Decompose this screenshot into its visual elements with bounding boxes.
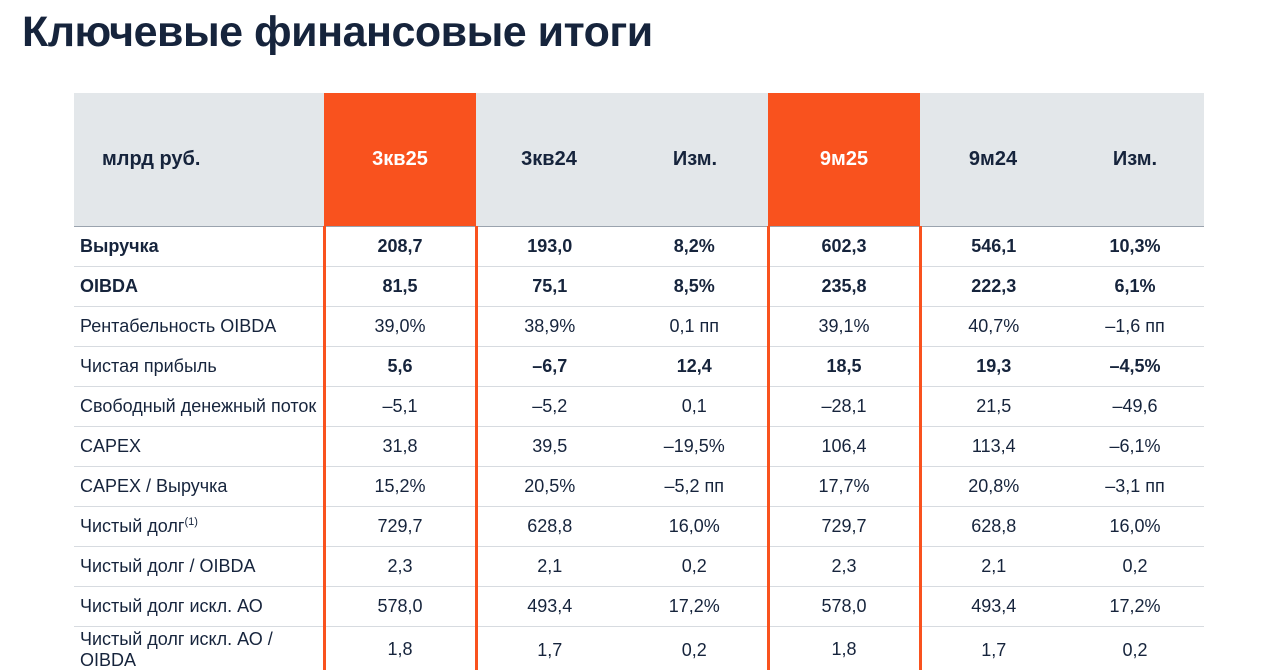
table-row <box>74 546 1204 586</box>
cell-net-debt-oibda-change-q: 0,2 <box>622 546 768 586</box>
cell-capex-revenue-3kv25: 15,2% <box>324 466 476 506</box>
cell-net-debt-oibda-9m24: 2,1 <box>920 546 1066 586</box>
row-label-oibda: OIBDA <box>74 266 324 306</box>
row-label-capex-revenue: CAPEX / Выручка <box>74 466 324 506</box>
cell-oibda-margin-3kv24: 38,9% <box>476 306 622 346</box>
cell-net-profit-3kv24: –6,7 <box>476 346 622 386</box>
cell-net-debt-excl-ao-3kv25: 578,0 <box>324 586 476 626</box>
footnote-marker: (1) <box>184 515 198 528</box>
table-row <box>74 426 1204 466</box>
column-header-3kv25: 3кв25 <box>324 93 476 226</box>
cell-net-debt-excl-ao-9m25: 578,0 <box>768 586 920 626</box>
table-row <box>74 386 1204 426</box>
cell-net-debt-3kv25: 729,7 <box>324 506 476 546</box>
table-body <box>74 226 1204 670</box>
cell-net-debt-excl-ao-oibda-change-q: 0,2 <box>622 626 768 670</box>
row-label-net-debt-excl-ao-oibda-text: Чистый долг искл. АО / OIBDA <box>80 629 273 670</box>
cell-net-debt-oibda-change-9m: 0,2 <box>1066 546 1204 586</box>
cell-fcf-9m25: –28,1 <box>768 386 920 426</box>
cell-oibda-3kv24: 75,1 <box>476 266 622 306</box>
cell-fcf-change-9m: –49,6 <box>1066 386 1204 426</box>
row-label-revenue: Выручка <box>74 226 324 266</box>
table-row <box>74 506 1204 546</box>
cell-capex-change-9m: –6,1% <box>1066 426 1204 466</box>
cell-oibda-margin-9m25: 39,1% <box>768 306 920 346</box>
cell-net-debt-oibda-3kv25: 2,3 <box>324 546 476 586</box>
cell-oibda-margin-change-9m: –1,6 пп <box>1066 306 1204 346</box>
table-row <box>74 226 1204 266</box>
cell-revenue-9m25: 602,3 <box>768 226 920 266</box>
financial-table-container <box>74 93 1204 670</box>
table-header <box>74 93 1204 226</box>
table-row <box>74 626 1204 670</box>
row-label-net-debt-text: Чистый долг <box>80 515 185 536</box>
cell-net-debt-change-q: 16,0% <box>622 506 768 546</box>
cell-net-debt-excl-ao-3kv24: 493,4 <box>476 586 622 626</box>
column-header-9m24: 9м24 <box>920 93 1066 226</box>
table-row <box>74 586 1204 626</box>
cell-fcf-3kv25: –5,1 <box>324 386 476 426</box>
cell-oibda-change-q: 8,5% <box>622 266 768 306</box>
cell-net-debt-excl-ao-oibda-change-9m: 0,2 <box>1066 626 1204 670</box>
cell-net-profit-9m25: 18,5 <box>768 346 920 386</box>
table-corner-label: млрд руб. <box>74 93 324 226</box>
cell-net-debt-9m24: 628,8 <box>920 506 1066 546</box>
cell-revenue-9m24: 546,1 <box>920 226 1066 266</box>
cell-net-profit-change-9m: –4,5% <box>1066 346 1204 386</box>
cell-capex-change-q: –19,5% <box>622 426 768 466</box>
column-header-3kv24: 3кв24 <box>476 93 622 226</box>
row-label-net-profit: Чистая прибыль <box>74 346 324 386</box>
cell-net-debt-excl-ao-oibda-9m25: 1,8 <box>768 626 920 670</box>
cell-oibda-change-9m: 6,1% <box>1066 266 1204 306</box>
cell-net-debt-oibda-9m25: 2,3 <box>768 546 920 586</box>
financial-results-table <box>74 93 1204 670</box>
cell-oibda-3kv25: 81,5 <box>324 266 476 306</box>
cell-capex-revenue-9m24: 20,8% <box>920 466 1066 506</box>
column-header-9m25: 9м25 <box>768 93 920 226</box>
cell-capex-revenue-change-q: –5,2 пп <box>622 466 768 506</box>
table-row <box>74 346 1204 386</box>
cell-oibda-margin-change-q: 0,1 пп <box>622 306 768 346</box>
cell-revenue-3kv25: 208,7 <box>324 226 476 266</box>
cell-net-debt-3kv24: 628,8 <box>476 506 622 546</box>
cell-fcf-3kv24: –5,2 <box>476 386 622 426</box>
row-label-net-debt-excl-ao-oibda <box>74 626 324 670</box>
cell-revenue-change-9m: 10,3% <box>1066 226 1204 266</box>
cell-net-debt-9m25: 729,7 <box>768 506 920 546</box>
cell-net-profit-3kv25: 5,6 <box>324 346 476 386</box>
row-label-oibda-margin: Рентабельность OIBDA <box>74 306 324 346</box>
cell-oibda-margin-9m24: 40,7% <box>920 306 1066 346</box>
row-label-net-debt-oibda: Чистый долг / OIBDA <box>74 546 324 586</box>
header-row <box>74 93 1204 226</box>
cell-capex-9m25: 106,4 <box>768 426 920 466</box>
column-header-change-q: Изм. <box>622 93 768 226</box>
page-title: Ключевые финансовые итоги <box>22 8 653 56</box>
row-label-net-debt-excl-ao: Чистый долг искл. АО <box>74 586 324 626</box>
cell-capex-3kv24: 39,5 <box>476 426 622 466</box>
table-row <box>74 306 1204 346</box>
cell-fcf-9m24: 21,5 <box>920 386 1066 426</box>
cell-net-debt-excl-ao-change-q: 17,2% <box>622 586 768 626</box>
cell-net-debt-excl-ao-oibda-3kv24: 1,7 <box>476 626 622 670</box>
table-row <box>74 466 1204 506</box>
table-row <box>74 266 1204 306</box>
cell-capex-revenue-9m25: 17,7% <box>768 466 920 506</box>
cell-oibda-9m24: 222,3 <box>920 266 1066 306</box>
cell-capex-3kv25: 31,8 <box>324 426 476 466</box>
cell-oibda-9m25: 235,8 <box>768 266 920 306</box>
row-label-free-cash-flow: Свободный денежный поток <box>74 386 324 426</box>
cell-capex-9m24: 113,4 <box>920 426 1066 466</box>
cell-net-profit-change-q: 12,4 <box>622 346 768 386</box>
row-label-capex: CAPEX <box>74 426 324 466</box>
cell-revenue-3kv24: 193,0 <box>476 226 622 266</box>
cell-net-debt-excl-ao-oibda-3kv25: 1,8 <box>324 626 476 670</box>
cell-capex-revenue-change-9m: –3,1 пп <box>1066 466 1204 506</box>
cell-net-debt-oibda-3kv24: 2,1 <box>476 546 622 586</box>
cell-net-debt-change-9m: 16,0% <box>1066 506 1204 546</box>
cell-net-debt-excl-ao-9m24: 493,4 <box>920 586 1066 626</box>
cell-oibda-margin-3kv25: 39,0% <box>324 306 476 346</box>
cell-revenue-change-q: 8,2% <box>622 226 768 266</box>
cell-fcf-change-q: 0,1 <box>622 386 768 426</box>
cell-net-debt-excl-ao-oibda-9m24: 1,7 <box>920 626 1066 670</box>
cell-capex-revenue-3kv24: 20,5% <box>476 466 622 506</box>
column-header-change-9m: Изм. <box>1066 93 1204 226</box>
cell-net-debt-excl-ao-change-9m: 17,2% <box>1066 586 1204 626</box>
row-label-net-debt <box>74 506 324 546</box>
cell-net-profit-9m24: 19,3 <box>920 346 1066 386</box>
